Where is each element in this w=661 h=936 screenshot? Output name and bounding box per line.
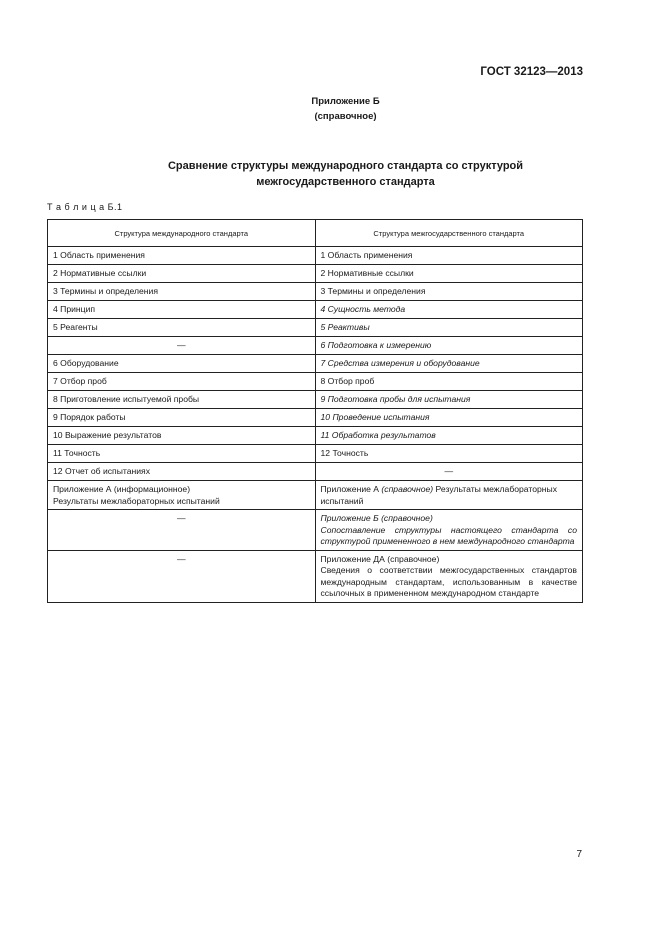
cell-right: 12 Точность <box>315 445 583 463</box>
cell-left: 2 Нормативные ссылки <box>48 265 316 283</box>
annex-da-right-title: Приложение ДА (справочное) <box>320 553 440 564</box>
title-line-2: межгосударственного стандарта <box>256 176 435 188</box>
table-row <box>48 355 583 373</box>
table-header-row <box>48 220 583 247</box>
cell-right: 6 Подготовка к измерению <box>315 337 583 355</box>
table-row <box>48 283 583 301</box>
table-row <box>48 409 583 427</box>
cell-right: 5 Реактивы <box>315 319 583 337</box>
cell-left: 3 Термины и определения <box>48 283 316 301</box>
cell-right <box>315 550 583 602</box>
table-row <box>48 445 583 463</box>
table-row <box>48 337 583 355</box>
cell-right: 2 Нормативные ссылки <box>315 265 583 283</box>
annex-da-right-text: Сведения о соответствии межгосударственных стандартов международным стандартам, использованным в качестве ссылочных в примененном международном стандарте <box>320 565 577 598</box>
cell-right: — <box>315 463 583 481</box>
table-row-annex-b <box>48 510 583 551</box>
cell-left: — <box>48 510 316 551</box>
table-row-annex-da <box>48 550 583 602</box>
table-row <box>48 391 583 409</box>
cell-left: 6 Оборудование <box>48 355 316 373</box>
annex-a-left-subtitle: Результаты межлабораторных испытаний <box>53 495 220 506</box>
cell-left: 11 Точность <box>48 445 316 463</box>
title-line-1: Сравнение структуры международного стандарта со структурой <box>167 160 524 172</box>
cell-right: 1 Область применения <box>315 247 583 265</box>
table-row <box>48 301 583 319</box>
appendix-title: Приложение Б <box>311 96 380 107</box>
annex-a-right-italic: (справочное) <box>381 484 434 494</box>
table-row <box>48 373 583 391</box>
table-row <box>48 427 583 445</box>
appendix-type: (справочное) <box>314 111 377 122</box>
cell-left: 8 Приготовление испытуемой пробы <box>48 391 316 409</box>
table-row-annex-a <box>48 481 583 510</box>
cell-left: 9 Порядок работы <box>48 409 316 427</box>
document-code: ГОСТ 32123—2013 <box>480 66 583 78</box>
cell-right: 9 Подготовка пробы для испытания <box>315 391 583 409</box>
cell-right: 7 Средства измерения и оборудование <box>315 355 583 373</box>
structure-comparison-table <box>47 219 583 603</box>
cell-right: 3 Термины и определения <box>315 283 583 301</box>
cell-right: 10 Проведение испытания <box>315 409 583 427</box>
cell-left: 4 Принцип <box>48 301 316 319</box>
table-row <box>48 463 583 481</box>
cell-right: 11 Обработка результатов <box>315 427 583 445</box>
cell-left: — <box>48 337 316 355</box>
annex-b-right-title: Приложение Б (справочное) <box>320 513 433 523</box>
annex-a-left-title: Приложение А (информационное) <box>53 484 191 494</box>
header-interstate: Структура межгосударственного стандарта <box>315 220 583 247</box>
cell-right <box>315 510 583 551</box>
cell-left: 12 Отчет об испытаниях <box>48 463 316 481</box>
annex-a-right-prefix: Приложение А <box>320 484 382 494</box>
cell-left: — <box>48 550 316 602</box>
cell-right: 8 Отбор проб <box>315 373 583 391</box>
annex-a-right-suffix: Результаты межлабораторных испытаний <box>320 484 558 506</box>
table-row <box>48 319 583 337</box>
cell-left <box>48 481 316 510</box>
cell-left: 1 Область применения <box>48 247 316 265</box>
table-row <box>48 265 583 283</box>
cell-right: 4 Сущность метода <box>315 301 583 319</box>
header-international: Структура международного стандарта <box>48 220 316 247</box>
cell-left: 5 Реагенты <box>48 319 316 337</box>
cell-left: 10 Выражение результатов <box>48 427 316 445</box>
appendix-heading <box>0 94 661 124</box>
cell-left: 7 Отбор проб <box>48 373 316 391</box>
section-title <box>0 158 661 190</box>
page-number: 7 <box>576 849 582 860</box>
cell-right <box>315 481 583 510</box>
table-caption: Т а б л и ц а Б.1 <box>47 202 123 212</box>
table-row <box>48 247 583 265</box>
annex-b-right-text: Сопоставление структуры настоящего стандарта со структурой примененного в нем международного стандарта <box>320 524 577 546</box>
